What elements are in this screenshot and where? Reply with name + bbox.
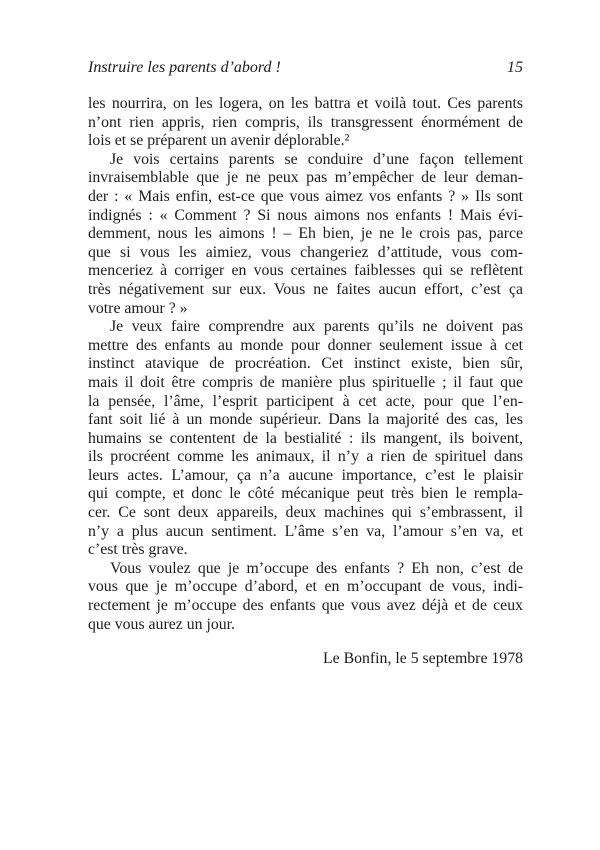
text-line: instinct atavique de procréation. Cet instinct existe, bien sûr,: [88, 355, 523, 373]
text-line: n’y a plus aucun sentiment. L’âme s’en va, l’amour s’en va, et: [88, 522, 523, 540]
text-line: qui compte, et donc le côté mécanique peut très bien le rempla-: [88, 485, 523, 503]
text-line: que si vous les aimiez, vous changeriez d’attitude, vous com-: [88, 243, 523, 261]
text-line: c’est très grave.: [88, 541, 188, 559]
paragraph: [88, 318, 523, 560]
text-line: mettre des enfants au monde pour donner seulement issue à cet: [88, 336, 523, 354]
text-line: votre amour ? »: [88, 299, 188, 317]
text-line: indignés : « Comment ? Si nous aimons nos enfants ! Mais évi-: [88, 206, 523, 224]
text-line: leurs actes. L’amour, ça n’a aucune importance, c’est le plaisir: [88, 466, 523, 484]
text-line: ils procréent comme les animaux, il n’y a rien de spirituel dans: [88, 448, 523, 466]
text-line: la pensée, l’âme, l’esprit participent à cet acte, pour que l’en-: [88, 392, 523, 410]
paragraph: [88, 560, 523, 634]
body-text: [88, 95, 523, 634]
text-line: les nourrira, on les logera, on les battra et voilà tout. Ces parents: [88, 95, 523, 112]
paragraph: [88, 151, 523, 318]
text-line: demment, nous les aimons ! – Eh bien, je ne le crois pas, parce: [88, 225, 523, 243]
running-header: [88, 59, 523, 77]
text-line: cer. Ce sont deux appareils, deux machines qui s’embrassent, il: [88, 504, 523, 522]
text-line: humains se contentent de la bestialité : ils mangent, ils boivent,: [88, 429, 523, 447]
text-line: mais il doit être compris de manière plus spirituelle ; il faut que: [88, 373, 523, 391]
text-line: menceriez à corriger en vous certaines faiblesses qui se reflètent: [88, 262, 523, 280]
dateline: Le Bonfin, le 5 septembre 1978: [322, 650, 523, 668]
page-number: 15: [507, 59, 523, 76]
text-line: très négativement sur eux. Vous ne faites aucun effort, c’est ça: [88, 280, 523, 298]
text-line: fant soit lié à un monde supérieur. Dans la majorité des cas, les: [88, 411, 523, 429]
text-line: invraisemblable que je ne peux pas m’empêcher de leur deman-: [88, 169, 523, 187]
running-title: Instruire les parents d’abord !: [88, 59, 281, 76]
text-line: que vous aurez un jour.: [88, 615, 235, 633]
text-line: Vous voulez que je m’occupe des enfants ? Eh non, c’est de: [110, 559, 523, 577]
text-block: [88, 59, 523, 669]
text-line: n’ont rien appris, rien compris, ils transgressent énormément de: [88, 113, 523, 131]
text-line: vous que je m’occupe d’abord, et en m’occupant de vous, indi-: [88, 578, 523, 596]
text-line: Je vois certains parents se conduire d’une façon tellement: [110, 150, 523, 168]
text-line: der : « Mais enfin, est-ce que vous aimez vos enfants ? » Ils sont: [88, 187, 523, 205]
text-line: rectement je m’occupe des enfants que vous avez déjà et de ceux: [88, 597, 523, 615]
text-line: lois et se préparent un avenir déplorable.²: [88, 132, 350, 150]
text-line: Je veux faire comprendre aux parents qu’ils ne doivent pas: [110, 318, 523, 336]
paragraph: [88, 95, 523, 151]
